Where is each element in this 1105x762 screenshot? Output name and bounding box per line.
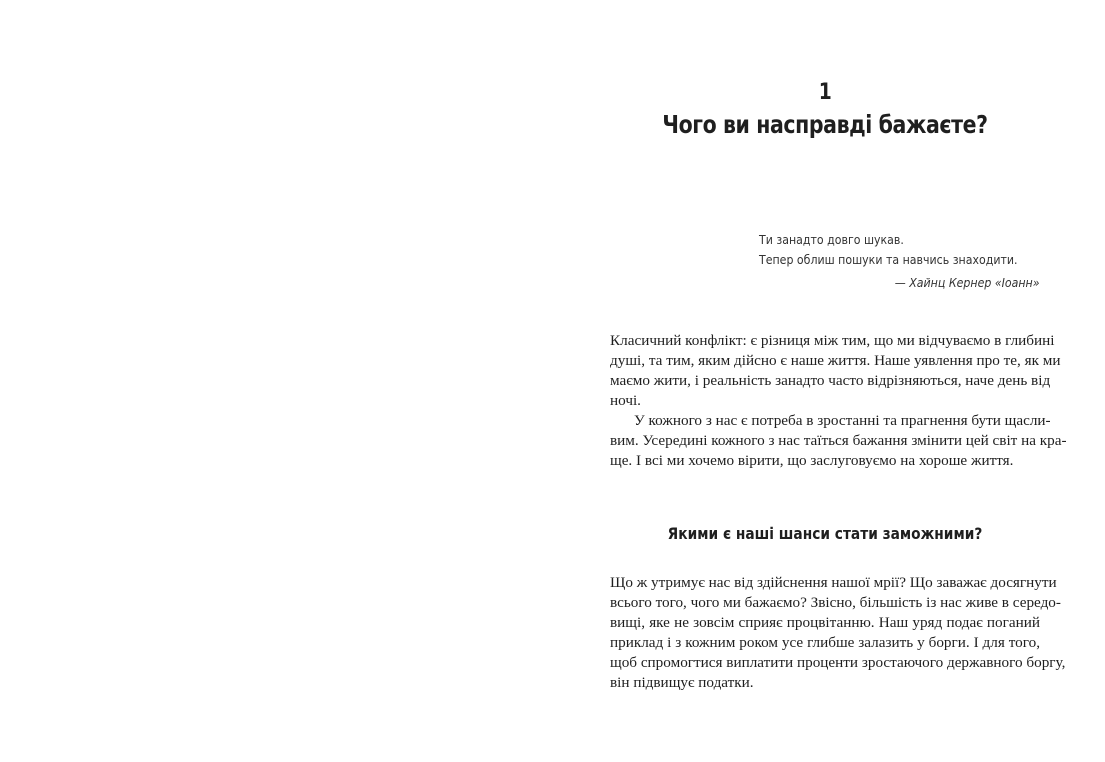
epigraph-source: — Хайнц Кернер «Іоанн»	[895, 275, 1040, 290]
text-line: Класичний конфлікт: є різниця між тим, що ми відчуваємо в глибині	[610, 332, 1055, 349]
chapter-title: Чого ви насправді бажаєте?	[662, 110, 988, 139]
epigraph-line: Тепер облиш пошуки та навчись знаходити.	[759, 252, 1018, 267]
text-line: приклад і з кожним роком усе глибше залазить у борги. І для того,	[610, 634, 1040, 651]
text-line: У кожного з нас є потреба в зростанні та прагнення бути щасли-	[634, 412, 1051, 429]
text-line: всього того, чого ми бажаємо? Звісно, більшість із нас живе в середо-	[610, 594, 1061, 611]
book-page-right	[610, 0, 1067, 762]
text-line: маємо жити, і реальність занадто часто відрізняються, наче день від	[610, 372, 1051, 389]
section-heading: Якими є наші шанси стати заможними?	[667, 524, 983, 543]
epigraph-line: Ти занадто довго шукав.	[759, 232, 904, 247]
text-line: вищі, яке не зовсім сприяє процвітанню. Наш уряд подає поганий	[610, 614, 1040, 631]
text-line: він підвищує податки.	[610, 674, 754, 691]
text-line: ще. І всі ми хочемо вірити, що заслуговуємо на хороше життя.	[610, 452, 1014, 469]
text-line: ночі.	[610, 392, 641, 409]
text-line: Що ж утримує нас від здійснення нашої мрії? Що заважає досягнути	[610, 574, 1057, 591]
text-line: душі, та тим, яким дійсно є наше життя. Наше уявлення про те, як ми	[610, 352, 1061, 369]
chapter-number: 1	[818, 80, 832, 105]
text-line: щоб спромогтися виплатити проценти зростаючого державного боргу,	[610, 654, 1066, 671]
text-line: вим. Усередині кожного з нас таїться бажання змінити цей світ на кра-	[610, 432, 1067, 449]
